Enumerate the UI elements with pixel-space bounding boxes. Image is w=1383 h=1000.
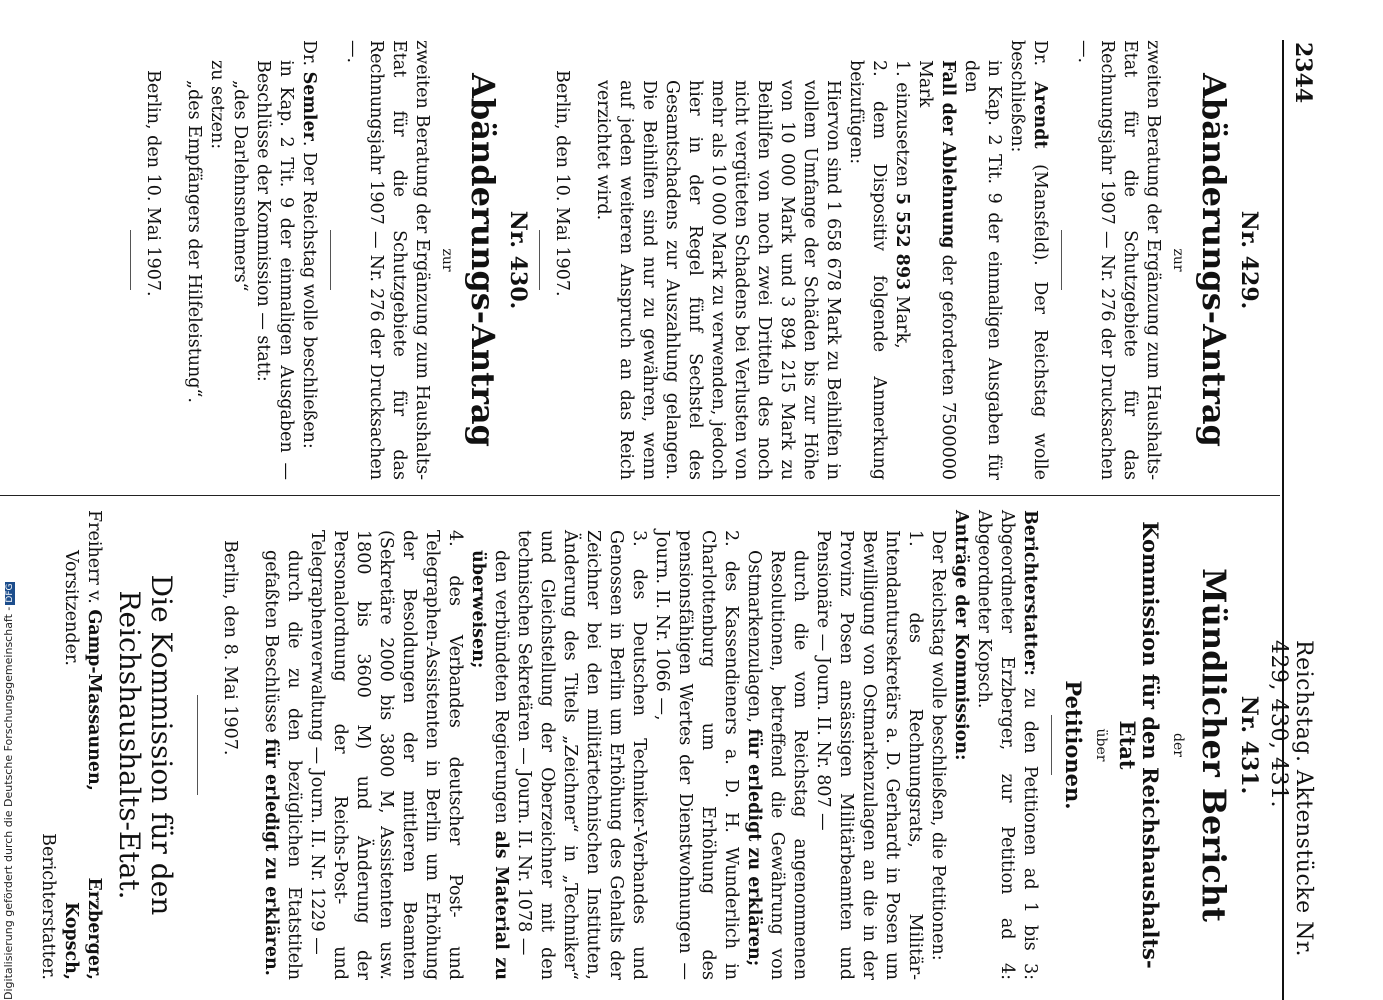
doc431-petition4-decision	[259, 510, 305, 980]
doc431-ueber: über	[1093, 728, 1109, 762]
doc429-line1: in Kap. 2 Tit. 9 der einmaligen Ausgaben für den	[961, 60, 1004, 480]
doc429-date: Berlin, den 10. Mai 1907.	[552, 70, 572, 297]
divider	[330, 230, 331, 290]
item1-amount: 5 552 893	[892, 192, 912, 291]
doc431-number: Nr. 431.	[1236, 695, 1262, 795]
page-number: 2344	[1290, 42, 1316, 104]
item1-post: Mark,	[892, 295, 912, 349]
mover-name: Semler	[299, 71, 319, 141]
doc431-petitions: Petitionen.	[1061, 680, 1086, 810]
decision-text: durch die vom Reichstag angenommenen Resolutionen, betreffend die Gewährung von Ostmarkenzulagen,	[744, 550, 810, 980]
doc431-antraege: Anträge der Kommission:	[951, 510, 971, 761]
doc429-number: Nr. 429.	[1236, 210, 1262, 310]
divider	[1061, 230, 1062, 290]
doc430-quote1: „des Darlehnsnehmers“	[230, 80, 250, 292]
doc430-title: Abänderungs-Antrag	[464, 73, 502, 447]
watermark-text: Digitalisierung gefördert durch die Deutsche Forschungsgemeinschaft -	[2, 606, 15, 1000]
doc431-intro: Der Reichstag wolle beschließen, die Petitionen:	[928, 530, 948, 961]
doc430-mover: Dr. Semler. Der Reichstag wolle beschließen:	[299, 40, 319, 449]
chair-signature	[36, 510, 105, 791]
running-title: Reichstag. Aktenstücke Nr. 429, 430, 431.	[1266, 640, 1316, 957]
divider	[197, 695, 198, 795]
doc431-petition1-decision	[742, 510, 811, 980]
right-column	[0, 510, 1270, 980]
signature-block	[36, 510, 105, 980]
doc431-petition4: 4. des Verbandes deutscher Post- und Telegraphen-Assistenten in Berlin um Erhöhung der Besoldungen der mittleren Beamten (Sekretäre 2000 bis 3800 M, Assistenten usw. 1800 bis 3600 M) und Änderung der Personalordnung der Reichs-Post- und Telegraphenverwaltung — Journ. II. Nr. 1229 —	[307, 530, 465, 980]
doc431-petition2: 2. des Kassendieners a. D. H. Wunderlich in Charlottenburg um Erhöhung des pensionsfähigen Wertes der Dienstwohnungen — Journ. II. Nr. 1066 —,	[652, 530, 741, 980]
doc429-zur: zur	[1170, 248, 1186, 272]
doc429-line2	[913, 40, 959, 480]
divider	[1051, 715, 1052, 775]
doc431-der: der	[1170, 733, 1186, 757]
line2-bold: Fall der Ablehnung	[938, 60, 958, 249]
doc429-title: Abänderungs-Antrag	[1195, 73, 1233, 447]
reporter1-name: Erzberger,	[84, 877, 104, 980]
mover-text: . Der Reichstag wolle beschließen:	[299, 140, 319, 449]
doc429-item2: 2. dem Dispositiv folgende Anmerkung beizufügen:	[846, 60, 889, 480]
line2-rest: der geforderten 7500000 Mark	[915, 60, 958, 480]
doc430-subject: zweiten Beratung der Ergänzung zum Haushalts-Etat für die Schutzgebiete für das Rechnungsjahr 1907 — Nr. 276 der Drucksachen —.	[343, 40, 432, 480]
decision-text: durch die zu den bezüglichen Etatstiteln gefaßten Beschlüsse	[261, 550, 304, 980]
reporters-text: zu den Petitionen ad 1 bis 3: Abgeordneter Erzberger, zur Petition ad 4: Abgeordneter Kopsch.	[974, 510, 1040, 980]
left-column	[0, 40, 1270, 480]
running-header	[1266, 40, 1320, 1000]
doc431-reporters	[972, 510, 1041, 980]
doc431-petition3: 3. des Deutschen Techniker-Verbandes und Genossen in Berlin um Erhöhung des Gehalts der Zeichner bei den militärtechnischen Instituten, Änderung des Titels „Zeichner“ in „Techniker“ und Gleichstellung der Oberzeichner mit den technischen Sekretären — Journ. II. Nr. 1078 —	[514, 530, 649, 980]
doc430-zur: zur	[439, 248, 455, 272]
doc429-subject: zweiten Beratung der Ergänzung zum Haushalts-Etat für die Schutzgebiete für das Rechnungsjahr 1907 — Nr. 276 der Drucksachen —.	[1074, 40, 1163, 480]
chair-role: Vorsitzender.	[61, 550, 81, 666]
dfg-logo: DFG	[5, 583, 15, 603]
doc430-quote2: „des Empfängers der Hilfeleistung“.	[184, 80, 204, 403]
doc431-commission: Kommission für den Reichshaushalts-Etat	[1115, 521, 1163, 969]
chair-name: Gamp-Massaunen,	[84, 609, 104, 791]
doc429-mover: Dr. Arendt (Mansfeld). Der Reichstag wolle beschließen:	[1007, 40, 1050, 480]
mover-text: (Mansfeld). Der Reichstag wolle beschließen:	[1007, 40, 1050, 480]
chair-prefix: Freiherr v.	[84, 510, 104, 604]
commission-signature-title: Die Kommission für den Reichshaushalts-Etat.	[113, 574, 178, 916]
doc431-title: Mündlicher Bericht	[1195, 568, 1233, 922]
doc431-petition1: 1. des Rechnungsrats, Militär-Intendantursekretärs a. D. Gerhardt in Posen um Bewilligung von Ostmarkenzulagen an die in der Provinz Posen ansässigen Militärbeamten und Pensionäre — Journ. II. Nr. 807 —	[813, 530, 925, 980]
doc430-text2: zu setzen:	[207, 60, 227, 150]
reporters-label: Berichterstatter:	[1020, 510, 1040, 676]
doc429-item2-text: Hiervon sind 1 658 678 Mark zu Beihilfen in vollem Umfange der Schäden bis zur Höhe von 10 000 Mark und 3 894 215 Mark zu Beihilfen von noch zwei Dritteln des noch nicht vergüteten Schadens bei Verlusten von mehr als 10 000 Mark zu verwenden, jedoch hier in der Regel fünf Sechstel des Gesamtschadens zur Auszahlung gelangen. Die Beihilfen sind nur zu gewähren, wenn auf jeden weiteren Anspruch an das Reich verzichtet wird.	[593, 80, 843, 480]
decision-bold: als Material zu überweisen;	[468, 550, 511, 981]
decision-text: den verbündeten Regierungen	[491, 550, 511, 824]
doc430-text1: in Kap. 2 Tit. 9 der einmaligen Ausgaben — Beschlüsse der Kommission — statt:	[253, 60, 296, 480]
reporter-role: Berichterstatter.	[38, 833, 58, 980]
doc430-date: Berlin, den 10. Mai 1907.	[143, 70, 163, 297]
mover-name: Arendt	[1030, 81, 1050, 149]
document-page	[0, 40, 1320, 1000]
doc431-petition3-decision	[466, 510, 512, 980]
reporters-signature	[36, 833, 105, 980]
column-divider	[0, 495, 1280, 496]
digitization-watermark	[2, 582, 15, 1000]
reporter2-name: Kopsch,	[61, 901, 81, 980]
item1-pre: 1. einzusetzen	[892, 60, 912, 188]
doc431-date: Berlin, den 8. Mai 1907.	[220, 540, 240, 756]
divider	[539, 230, 540, 290]
divider	[130, 230, 131, 290]
decision-bold: für erledigt zu erklären;	[744, 728, 764, 967]
doc430-number: Nr. 430.	[505, 210, 531, 310]
doc429-item1	[890, 40, 913, 480]
decision-bold: für erledigt zu erklären.	[261, 738, 281, 976]
